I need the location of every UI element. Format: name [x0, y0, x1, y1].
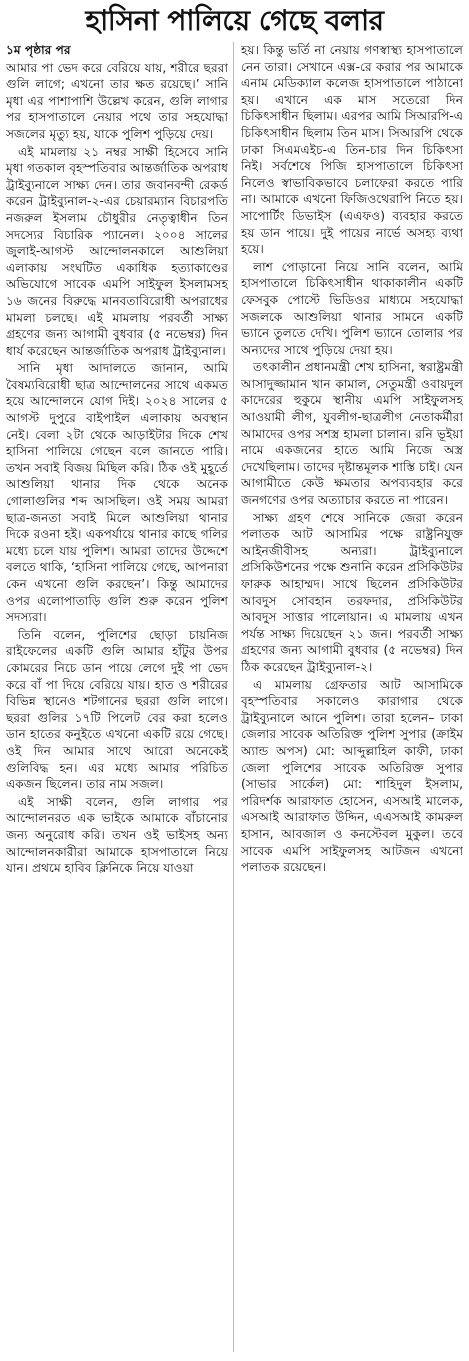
- column-divider: [233, 42, 234, 1352]
- paragraph: এই সাক্ষী বলেন, গুলি লাগার পর আন্দোলনরত এক ভাইকে আমাকে বাঁচানোর জন্য অনুরোধ করি। তখন ওই ভাইসহ অন্য আন্দোলনকারীরা আমাকে হাসপাতালে নিয়ে যান। প্রথমে হাবিব ক্লিনিকে নিয়ে যাওয়া: [6, 794, 228, 876]
- left-column: [6, 42, 228, 878]
- continuation-label: ১ম পৃষ্ঠার পর: [6, 43, 71, 57]
- right-column: [241, 42, 463, 878]
- headline: হাসিনা পালিয়ে গেছে বলার: [85, 4, 384, 37]
- paragraph: হয়। কিন্তু ভর্তি না নেয়ায় গণস্বাস্থ্য হাসপাতালে নেন তারা। সেখানে এক্স-রে করার পর আমাকে এনাম মেডিক্যাল কলেজ হাসপাতালে পাঠানো হয়। এখানে এক মাস সতেরো দিন চিকিৎসাধীন ছিলাম। এরপর আমি সিআরপি-এ চিকিৎসাধীন ছিলাম তিন মাস। সিআরপি থেকে ঢাকা সিএমএইচ-এ তিন-চার দিন চিকিৎসা নিই। সর্বশেষে পিজি হাসপাতালে চিকিৎসা নিলেও স্বাভাবিকভাবে চলাফেরা করতে পারি না। আমাকে এখনো ফিজিওথেরাপি নিতে হয়। সাপোর্টিং ডিভাইস (এএফও) ব্যবহার করতে হয় ডান পায়ে। দুই পায়ের নার্ভে অসহ্য ব্যথা হয়ে।: [241, 43, 463, 257]
- article-body: [6, 42, 463, 878]
- paragraph: তিনি বলেন, পুলিশের ছোড়া চায়নিজ রাইফেলের একটি গুলি আমার হাঁটুর উপর কোমরের নিচে ডান পায়ে লেগে দুই পা ভেদ করে বাঁ পা দিয়ে বেরিয়ে যায়। হাত ও শরীরের বিভিন্ন স্থানেও শটগানের ছররা গুলি লাগে। ছররা গুলির ১৭টি পিলেট বের করা হলেও ডান হাতের কনুইতে এখনো একটি রয়ে গেছে। ওই দিন আমার সাথে আরো অনেকেই গুলিবিদ্ধ হন। এর মধ্যে আমার পরিচিত একজন ছিলেন। তার নাম সজল।: [6, 627, 228, 792]
- paragraph: আমার পা ভেদ করে বেরিয়ে যায়, শরীরে ছররা গুলি লাগে; এখনো তার ক্ষত রয়েছে।’ সানি মৃধা এর পাশাপাশি উল্লেখ করেন, গুলি লাগার পর হাসপাতালে নেয়ার পথে তার সহযোদ্ধা সজলের মৃত্যু হয়, যাকে পুলিশ পুড়িয়ে দেয়।: [6, 60, 228, 141]
- paragraph: লাশ পোড়ানো নিয়ে সানি বলেন, আমি হাসপাতালে চিকিৎসাধীন থাকাকালীন একটি ফেসবুক পোস্টে ভিডিওর মাধ্যমে সহযোদ্ধা সজলকে আশুলিয়া থানার সামনে একটি ভ্যানে তুলতে দেখি। পুলিশ ভ্যানে তোলার পর অন্যদের সাথে পুড়িয়ে দেয়া হয়।: [241, 259, 463, 357]
- paragraph: তৎকালীন প্রধানমন্ত্রী শেখ হাসিনা, স্বরাষ্ট্রমন্ত্রী আসাদুজ্জামান খান কামাল, সেতুমন্ত্রী ওবায়দুল কাদেরের হুকুমে স্থানীয় এমপি সাইফুলসহ আওয়ামী লীগ, যুবলীগ-ছাত্রলীগ নেতাকর্মীরা আমাদের ওপর সশস্ত্র হামলা চালান। রনি ভূইয়া নামে একজনের হাতে আমি নিজে অস্ত্র দেখেছিলাম। তাদের দৃষ্টান্তমূলক শাস্তি চাই। যেন আগামীতে কেউ ক্ষমতার অপব্যবহার করে জনগণের ওপর অত্যাচার করতে না পারেন।: [241, 360, 463, 508]
- paragraph: এ মামলায় গ্রেফতার আট আসামিকে বৃহস্পতিবার সকালেও কারাগার থেকে ট্রাইব্যুনালে আনে পুলিশ। তারা হলেন– ঢাকা জেলার সাবেক অতিরিক্ত পুলিশ সুপার (ক্রাইম অ্যান্ড অপস) মো: আব্দুল্লাহিল কাফী, ঢাকা জেলা পুলিশের সাবেক অতিরিক্ত সুপার (সাভার সার্কেল) মো: শাহিদুল ইসলাম, পরিদর্শক আরাফাত হোসেন, এসআই মালেক, এসআই আরাফাত উদ্দিন, এএসআই কামরুল হাসান, আবজাল ও কনস্টেবল মুকুল। তবে সাবেক এমপি সাইফুলসহ আটজন এখনো পলাতক রয়েছেন।: [241, 677, 463, 875]
- paragraph: এই মামলায় ২১ নম্বর সাক্ষী হিসেবে সানি মৃধা গতকাল বৃহস্পতিবার আন্তর্জাতিক অপরাধ ট্রাইব্যুনালে সাক্ষ্য দেন। তার জবানবন্দী রেকর্ড করেন ট্রাইব্যুনাল-২-এর চেয়ারম্যান বিচারপতি নজরুল ইসলাম চৌধুরীর নেতৃত্বাধীন তিন সদস্যের বিচারিক প্যানেল। ২০০৪ সালের জুলাই-আগস্ট আন্দোলনকালে আশুলিয়া এলাকায় সংঘটিত একাধিক হত্যাকাণ্ডের অভিযোগে সাবেক এমপি সাইফুল ইসলামসহ ১৬ জনের বিরুদ্ধে মানবতাবিরোধী অপরাধের মামলা চলছে। এই মামলায় পরবর্তী সাক্ষ্য গ্রহণের জন্য আগামী বুধবার (৫ নভেম্বর) দিন ধার্য করেছেন আন্তর্জাতিক অপরাধ ট্রাইব্যুনাল।: [6, 144, 228, 358]
- paragraph: সাক্ষ্য গ্রহণ শেষে সানিকে জেরা করেন পলাতক আট আসামির পক্ষে রাষ্ট্রনিযুক্ত আইনজীবীসহ অন্যরা। ট্রাইব্যুনালে প্রসিকিউশনের পক্ষে শুনানি করেন প্রসিকিউটর ফারুক আহাম্মদ। সাথে ছিলেন প্রসিকিউটর আবদুস সোবহান তরফদার, প্রসিকিউটর আবদুস সাত্তার পালোয়ান। এ মামলায় এখন পর্যন্ত সাক্ষ্য দিয়েছেন ২১ জন। পরবর্তী সাক্ষ্য গ্রহণের জন্য আগামী বুধবার (৫ নভেম্বর) দিন ঠিক করেছেন ট্রাইব্যুনাল-২।: [241, 510, 463, 674]
- paragraph: সানি মৃধা আদালতে জানান, আমি বৈষম্যবিরোধী ছাত্র আন্দোলনের সাথে একমত হয়ে আন্দোলনে যোগ দিই। ২০২৪ সালের ৫ আগস্ট দুপুরে বাইপাইল এলাকায় অবস্থান নেই। বেলা ২টা থেকে আড়াইটার দিকে শেখ হাসিনা পালিয়ে গেছেন বলে জানতে পারি। তখন সবাই বিজয় মিছিল করি। ঠিক ওই মুহূর্তে আশুলিয়া থানার দিক থেকে অনেক গোলাগুলির শব্দ আসছিল। ওই সময় আমরা ছাত্র-জনতা সবাই মিলে আশুলিয়া থানার দিকে রওনা হই। একপর্যায়ে থানার কাছে গলির মধ্যে চলে যায় পুলিশ। আমরা তাদের উদ্দেশে বলতে থাকি, ‘হাসিনা পালিয়ে গেছে, আপনারা কেন এখনো গুলি করছেন’। কিন্তু আমাদের ওপর এলোপাতাড়ি গুলি শুরু করেন পুলিশ সদস্যরা।: [6, 361, 228, 625]
